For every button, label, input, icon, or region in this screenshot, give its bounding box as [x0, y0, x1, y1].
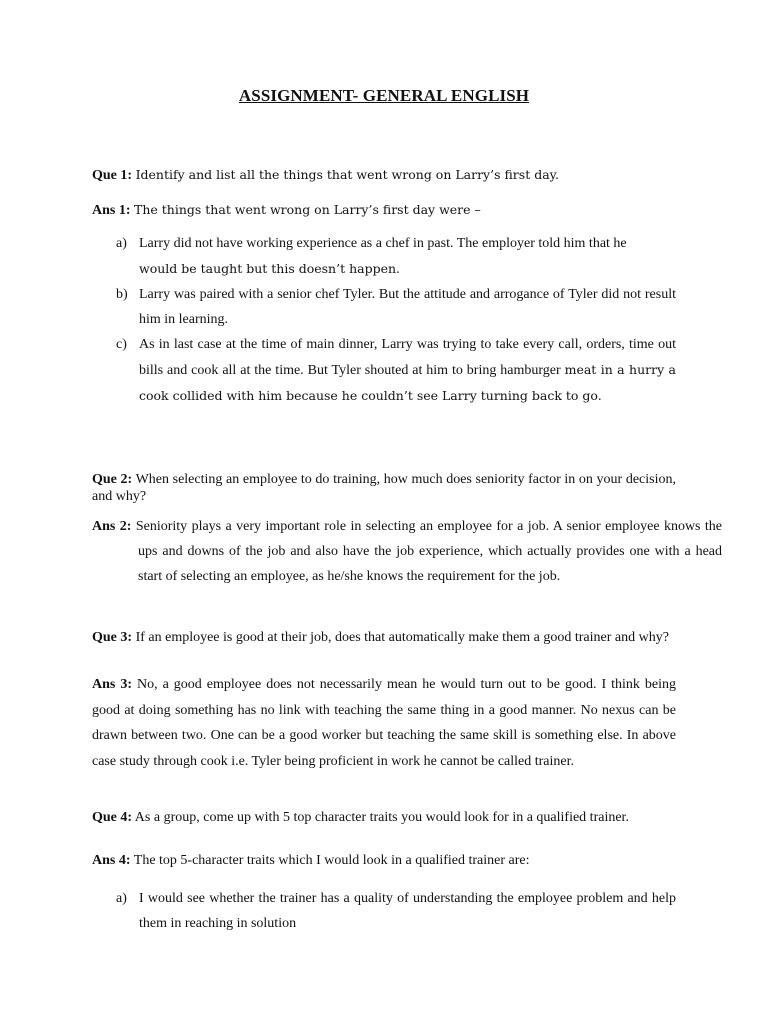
answer-2-label: Ans 2:: [92, 519, 132, 534]
answer-3-label: Ans 3:: [92, 677, 132, 692]
answer-3-text: No, a good employee does not necessarily mean he would turn out to be good. I think being good at doing something has no link with teaching the same thing in a good manner. No nexus can be drawn between two. One can be a good worker but teaching the same skill is something else. In above case study through cook i.e. Tyler being proficient in work he cannot be called trainer.: [92, 677, 676, 769]
answer-1-label: Ans 1:: [92, 203, 131, 218]
question-3: [92, 629, 676, 646]
question-2-label: Que 2:: [92, 472, 133, 487]
question-4-text: As a group, come up with 5 top character traits you would look for in a qualified trainer.: [134, 810, 629, 825]
list-item-text: As in last case at the time of main dinner, Larry was trying to take every call, orders, time out bills and cook all at the time. But Tyler shouted at him to bring hamburger: [139, 337, 676, 378]
question-3-text: If an employee is good at their job, does that automatically make them a good trainer and why?: [135, 630, 669, 645]
answer-4: [92, 852, 676, 869]
question-3-label: Que 3:: [92, 630, 133, 645]
list-item-text: Larry did not have working experience as a chef in past. The employer told him that he: [139, 236, 627, 251]
list-item-text-continued: meat in a hurry a cook collided with him because he couldn’t see Larry turning back to go.: [139, 362, 676, 403]
answer-3: [92, 672, 676, 774]
list-item: [92, 886, 676, 936]
list-item-text-continued: would be taught but this doesn’t happen.: [139, 261, 400, 276]
answer-4-list: [92, 886, 676, 936]
list-marker: a): [116, 236, 127, 251]
question-2-text: When selecting an employee to do training, how much does seniority factor in on your decision, and why?: [92, 472, 676, 504]
list-item: [92, 282, 676, 332]
answer-2: [92, 514, 722, 589]
list-marker: a): [116, 891, 127, 906]
question-1: [92, 166, 676, 184]
answer-4-label: Ans 4:: [92, 853, 131, 868]
question-1-label: Que 1:: [92, 168, 133, 183]
question-4-label: Que 4:: [92, 810, 133, 825]
question-2: [92, 471, 676, 505]
answer-1: [92, 201, 676, 219]
answer-2-text: Seniority plays a very important role in selecting an employee for a job. A senior employee knows the ups and downs of the job and also have the job experience, which actually provides one with a head start of selecting an employee, as he/she knows the requirement for the job.: [135, 519, 723, 584]
list-marker: c): [116, 337, 127, 352]
answer-1-list: [92, 231, 676, 409]
list-item: [92, 231, 676, 282]
answer-4-intro: The top 5-character traits which I would look in a qualified trainer are:: [133, 853, 530, 868]
answer-1-intro: The things that went wrong on Larry’s first day were –: [134, 202, 481, 217]
question-1-text: Identify and list all the things that went wrong on Larry’s first day.: [135, 167, 560, 182]
list-marker: b): [116, 287, 128, 302]
list-item-text: Larry was paired with a senior chef Tyler. But the attitude and arrogance of Tyler did not result him in learning.: [139, 287, 676, 327]
list-item-text: I would see whether the trainer has a quality of understanding the employee problem and help them in reaching in solution: [139, 891, 676, 931]
page-title: ASSIGNMENT- GENERAL ENGLISH: [238, 86, 530, 105]
question-4: [92, 809, 676, 826]
list-item: [92, 332, 676, 409]
